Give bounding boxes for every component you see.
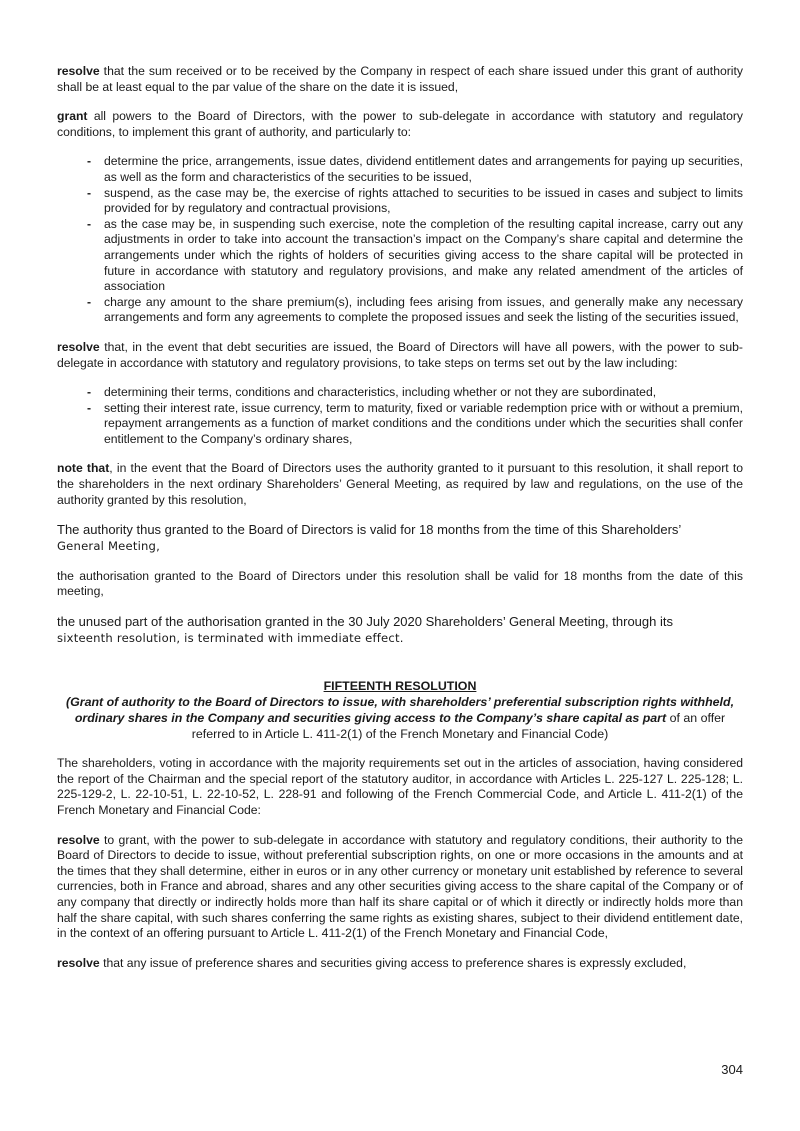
paragraph-resolve-grant bbox=[57, 833, 743, 942]
list-item: - as the case may be, in suspending such exercise, note the completion of the resulting capital increase, carry out any adjustments in order to take into account the transaction’s impact on the Company’s share capital and determine the arrangements under which the rights of holders of securities giving access to the share capital will be protected in future in accordance with statutory and regulatory provisions, and make any related amendment of the articles of association bbox=[104, 217, 743, 295]
list-item: - determining their terms, conditions and characteristics, including whether or not they are subordinated, bbox=[104, 385, 743, 401]
resolution-title: FIFTEENTH RESOLUTION bbox=[323, 679, 477, 694]
keyword: grant bbox=[57, 109, 88, 124]
paragraph-resolve-debt-securities bbox=[57, 340, 743, 371]
paragraph-authorisation-validity bbox=[57, 569, 743, 600]
paragraph-authority-validity bbox=[57, 522, 743, 554]
paragraph-unused-authorisation bbox=[57, 614, 743, 646]
keyword: note that bbox=[57, 461, 110, 476]
debt-terms-list bbox=[57, 385, 743, 447]
subtitle-normal: of an offer referred to in Article L. 411-2(1) of the French Monetary and Financial Code) bbox=[191, 711, 726, 742]
paragraph-text: The shareholders, voting in accordance with the majority requirements set out in the articles of association, having considered the report of the Chairman and the special report of the statutory auditor, in accordance with Articles L. 225-127 L. 225-128; L. 225-129-2, L. 22-10-51, L. 22-10-52, L. 228-91 and following of the French Commercial Code, and Article L. 411-2(1) of the French Monetary and Financial Code: bbox=[57, 756, 743, 818]
paragraph-text: all powers to the Board of Directors, with the power to sub-delegate in accordance with statutory and regulatory conditions, to implement this grant of authority, and particularly to: bbox=[57, 109, 743, 139]
paragraph-shareholders-voting bbox=[57, 756, 743, 818]
paragraph-text: to grant, with the power to sub-delegate in accordance with statutory and regulatory conditions, their authority to the Board of Directors to decide to issue, without preferential subscription rights, on one or more occasions in the amounts and at the times that they shall determine, either in euros or in any other currency or monetary unit established by reference to several currencies, both in France and abroad, shares and any other securities giving access to the share capital of the Company or of any company that directly or indirectly holds more than half its share capital or of which it directly or indirectly holds more than half the share capital, with such shares conferring the same rights as existing shares, subject to their dividend entitlement date, in the context of an offering pursuant to Article L. 411-2(1) of the French Monetary and Financial Code, bbox=[57, 832, 743, 941]
list-item: - setting their interest rate, issue currency, term to maturity, fixed or variable redemption price with or without a premium, repayment arrangements as a function of market conditions and the conditions under which the securities shall confer entitlement to the Company’s ordinary shares, bbox=[104, 401, 743, 448]
paragraph-note-that bbox=[57, 461, 743, 508]
powers-list bbox=[57, 154, 743, 326]
keyword: resolve bbox=[57, 64, 100, 78]
list-item: - suspend, as the case may be, the exercise of rights attached to securities to be issued in cases and subject to limits provided for by regulatory and contractual provisions, bbox=[104, 186, 743, 217]
paragraph-text: , in the event that the Board of Directors uses the authority granted to it pursuant to this resolution, it shall report to the shareholders in the next ordinary Shareholders’ General Meeting, as required by law and regulations, on the use of the authority granted by this resolution, bbox=[57, 461, 744, 507]
list-item: - determine the price, arrangements, issue dates, dividend entitlement dates and arrangements for paying up securities, as well as the form and characteristics of the securities to be issued, bbox=[104, 154, 743, 185]
resolution-subtitle bbox=[57, 694, 743, 742]
keyword: resolve bbox=[57, 832, 100, 847]
paragraph-grant-powers bbox=[57, 109, 743, 140]
list-item: - charge any amount to the share premium(s), including fees arising from issues, and generally make any necessary arrangements and form any agreements to complete the proposed issues and seek the listing of the securities issued, bbox=[104, 295, 743, 326]
paragraph-text: the authorisation granted to the Board of Directors under this resolution shall be valid for 18 months from the date of this meeting, bbox=[57, 568, 743, 599]
resolution-heading bbox=[57, 678, 743, 742]
paragraph-text: General Meeting, bbox=[57, 539, 161, 554]
subtitle-italic: (Grant of authority to the Board of Directors to issue, with shareholders’ preferential subscription rights withheld, ordinary shares in the Company and securities giving access to the Company’s share capital as part bbox=[65, 695, 735, 726]
paragraph-text: that the sum received or to be received by the Company in respect of each share issued under this grant of authority shall be at least equal to the par value of the share on the date it is issued, bbox=[57, 64, 743, 94]
page-number: 304 bbox=[721, 1062, 743, 1077]
paragraph-text: that any issue of preference shares and securities giving access to preference shares is expressly excluded, bbox=[99, 955, 687, 970]
paragraph-text: sixteenth resolution, is terminated with immediate effect. bbox=[57, 631, 404, 646]
keyword: resolve bbox=[57, 339, 100, 354]
keyword: resolve bbox=[57, 955, 100, 970]
paragraph-text: The authority thus granted to the Board of Directors is valid for 18 months from the time of this Shareholders’ bbox=[57, 522, 682, 538]
document-page bbox=[57, 64, 743, 971]
paragraph-text: the unused part of the authorisation granted in the 30 July 2020 Shareholders’ General Meeting, through its bbox=[57, 613, 673, 629]
paragraph-resolve-preference-shares bbox=[57, 956, 743, 972]
paragraph-text: that, in the event that debt securities are issued, the Board of Directors will have all powers, with the power to sub-delegate in accordance with statutory and regulatory provisions, to take steps on terms set out by the law including: bbox=[57, 339, 743, 370]
paragraph-resolve-par-value bbox=[57, 64, 743, 95]
